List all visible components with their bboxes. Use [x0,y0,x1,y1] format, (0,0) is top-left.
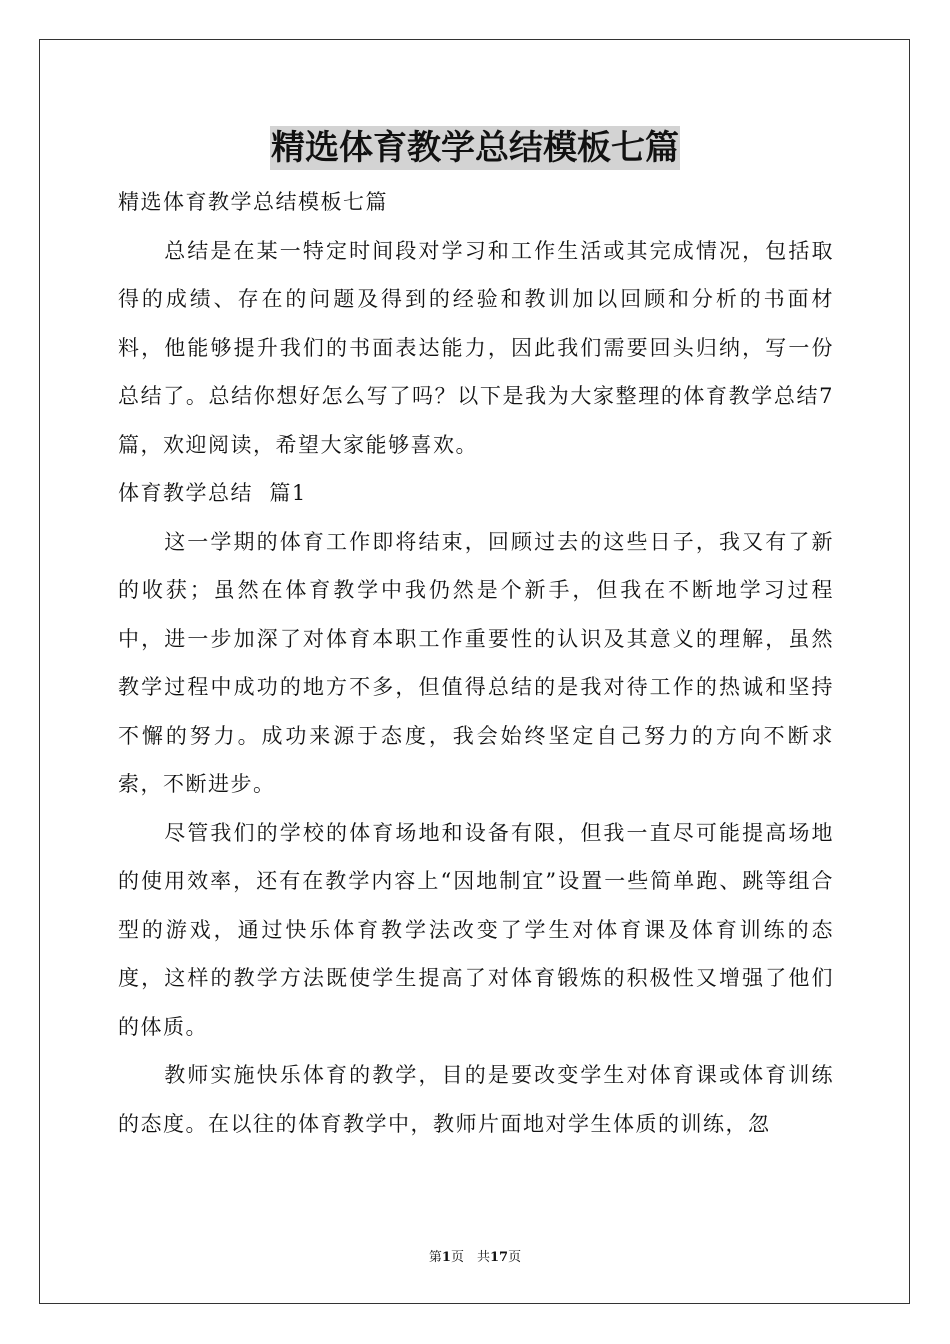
footer-page-number: 1 [441,1250,451,1265]
document-body [118,178,834,1148]
section-heading: 体育教学总结 篇1 [118,481,307,505]
body-paragraph: 尽管我们的学校的体育场地和设备有限，但我一直尽可能提高场地的使用效率，还有在教学内容上“因地制宜”设置一些简单跑、跳等组合型的游戏，通过快乐体育教学法改变了学生对体育课及体育训练的态度，这样的教学方法既使学生提高了对体育锻炼的积极性又增强了他们的体质。 [118,820,834,1039]
body-paragraph: 教师实施快乐体育的教学，目的是要改变学生对体育课或体育训练的态度。在以往的体育教学中，教师片面地对学生体质的训练，忽 [118,1063,834,1136]
body-paragraph: 这一学期的体育工作即将结束，回顾过去的这些日子，我又有了新的收获；虽然在体育教学中我仍然是个新手，但我在不断地学习过程中，进一步加深了对体育本职工作重要性的认识及其意义的理解，虽然教学过程中成功的地方不多，但值得总结的是我对待工作的热诚和坚持不懈的努力。成功来源于态度，我会始终坚定自己努力的方向不断求索，不断进步。 [118,529,834,796]
page-footer [0,1246,950,1265]
footer-total-pages: 17 [489,1250,509,1265]
footer-suffix: 页 [508,1250,522,1265]
subtitle: 精选体育教学总结模板七篇 [118,190,388,214]
title-wrap [0,126,950,170]
footer-mid: 页 共 [450,1250,490,1265]
footer-prefix: 第 [428,1250,442,1265]
intro-paragraph: 总结是在某一特定时间段对学习和工作生活或其完成情况，包括取得的成绩、存在的问题及得到的经验和教训加以回顾和分析的书面材料，他能够提升我们的书面表达能力，因此我们需要回头归纳，写一份总结了。总结你想好怎么写了吗？以下是我为大家整理的体育教学总结7篇，欢迎阅读，希望大家能够喜欢。 [118,238,834,457]
document-title: 精选体育教学总结模板七篇 [271,128,679,168]
